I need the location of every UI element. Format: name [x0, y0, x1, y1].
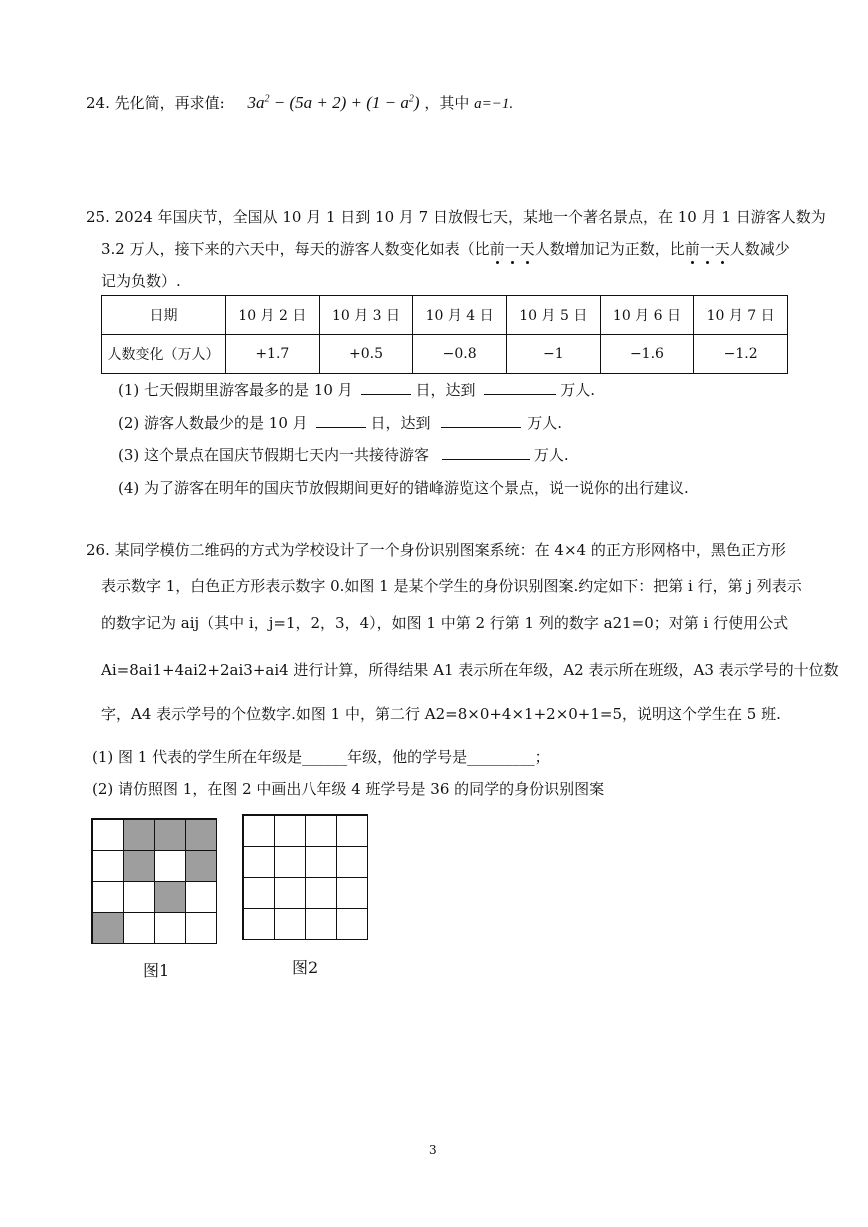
q25-line2-b: 人数增加记为正数，比 — [534, 240, 685, 258]
table-row — [102, 335, 788, 374]
figure2-cell-r1-c4[interactable] — [336, 815, 368, 847]
figure1-cell-r3-c2 — [123, 881, 155, 913]
table-header-cell: 10 月 4 日 — [413, 296, 507, 335]
q26-sub1 — [92, 746, 550, 767]
sub-text: 万人. — [527, 414, 563, 432]
table-header-cell: 10 月 2 日 — [226, 296, 320, 335]
q26-line5: 字，A4 表示学号的个位数字.如图 1 中，第二行 A2=8×0+4×1+2×0+1=5，说明这个学生在 5 班. — [101, 705, 781, 723]
q24-expression: $3a^2 - (5a + 2) + (1 - a^2)$ — [247, 93, 420, 112]
sub-text: 为了游客在明年的国庆节放假期间更好的错峰游览这个景点，说一说你的出行建议. — [144, 479, 689, 497]
figure1-cell-r4-c1 — [92, 912, 124, 944]
table-header-cell: 10 月 7 日 — [694, 296, 788, 335]
sub-text: 图 1 代表的学生所在年级是 — [118, 748, 303, 766]
q26-line3: 的数字记为 aij（其中 i，j=1，2，3，4），如图 1 中第 2 行第 1 列的数字 a21=0；对第 i 行使用公式 — [101, 614, 789, 632]
q26-sub2 — [92, 778, 604, 799]
answer-blank[interactable]: _________ — [467, 748, 535, 766]
q25-sub2 — [118, 412, 562, 433]
table-cell: −0.8 — [413, 335, 507, 374]
sub-text: 万人. — [560, 381, 596, 399]
sub-number: (2) — [118, 414, 140, 432]
q24-number: 24. — [86, 94, 110, 112]
figure2-cell-r4-c4[interactable] — [336, 908, 368, 940]
figure2-cell-r2-c4[interactable] — [336, 846, 368, 878]
q25-sub4 — [118, 477, 689, 498]
answer-blank[interactable]: ______ — [302, 748, 348, 766]
table-cell: +1.7 — [226, 335, 320, 374]
answer-blank[interactable] — [484, 380, 556, 395]
figure1-cell-r3-c4 — [185, 881, 217, 913]
figure2-cell-r2-c3[interactable] — [305, 846, 337, 878]
figure2-cell-r3-c1[interactable] — [243, 877, 275, 909]
table-header-cell: 10 月 5 日 — [506, 296, 600, 335]
sub-number: (4) — [118, 479, 140, 497]
figure1-cell-r1-c4 — [185, 819, 217, 851]
table-header-cell: 10 月 3 日 — [319, 296, 413, 335]
figure1-cell-r3-c3 — [154, 881, 186, 913]
q25-sub1 — [118, 379, 595, 400]
q25-emph-2: 前一天 — [684, 240, 730, 258]
sub-text: ； — [534, 748, 550, 766]
q26-line2: 表示数字 1，白色正方形表示数字 0.如图 1 是某个学生的身份识别图案.约定如下：把第 i 行，第 j 列表示 — [101, 577, 802, 595]
figure2-cell-r4-c2[interactable] — [274, 908, 306, 940]
sub-text: 这个景点在国庆节假期七天内一共接待游客 — [144, 446, 430, 464]
figure1-grid — [91, 818, 217, 944]
figure2-cell-r1-c1[interactable] — [243, 815, 275, 847]
q26-line4: Ai=8ai1+4ai2+2ai3+ai4 进行计算，所得结果 A1 表示所在年级，A2 表示所在班级，A3 表示学号的十位数 — [101, 661, 839, 679]
sub-text: 万人. — [533, 446, 569, 464]
sub-text: 请仿照图 1，在图 2 中画出八年级 4 班学号是 36 的同学的身份识别图案 — [118, 780, 605, 798]
sub-text: 年级，他的学号是 — [347, 748, 468, 766]
q25-line3: 记为负数）. — [101, 272, 181, 290]
table-header-row — [102, 296, 788, 335]
table-header-cell: 日期 — [102, 296, 226, 335]
table-cell: +0.5 — [319, 335, 413, 374]
figure1-cell-r2-c2 — [123, 850, 155, 882]
q25-line2-c: 人数减少 — [729, 240, 790, 258]
table-cell: −1.2 — [694, 335, 788, 374]
figure2-grid[interactable] — [242, 814, 368, 940]
figure2-cell-r3-c2[interactable] — [274, 877, 306, 909]
q25-line1 — [86, 206, 826, 227]
q25-table — [101, 295, 788, 374]
table-row-label: 人数变化（万人） — [102, 335, 226, 374]
figure1-cell-r1-c1 — [92, 819, 124, 851]
q26-line1 — [86, 539, 786, 560]
q25-sub3 — [118, 444, 569, 465]
table-cell: −1.6 — [600, 335, 694, 374]
figure2-cell-r1-c3[interactable] — [305, 815, 337, 847]
sub-number: (1) — [92, 748, 114, 766]
q26-number: 26. — [86, 541, 110, 559]
figure2-cell-r1-c2[interactable] — [274, 815, 306, 847]
figure1-cell-r4-c2 — [123, 912, 155, 944]
q24-text-after: ，其中 — [424, 94, 470, 112]
answer-blank[interactable] — [316, 413, 366, 428]
q26-text: 某同学模仿二维码的方式为学校设计了一个身份识别图案系统：在 4×4 的正方形网格中，黑色正方形 — [114, 541, 786, 559]
page-number: 3 — [429, 1143, 437, 1157]
q25-emph-1: 前一天 — [489, 240, 535, 258]
q25-text-line1: 2024 年国庆节，全国从 10 月 1 日到 10 月 7 日放假七天，某地一个著名景点，在 10 月 1 日游客人数为 — [114, 208, 826, 226]
figure2-cell-r2-c1[interactable] — [243, 846, 275, 878]
figure1-cell-r4-c3 — [154, 912, 186, 944]
figure1-cell-r3-c1 — [92, 881, 124, 913]
figure1-label: 图1 — [143, 961, 170, 980]
q25-line2-a: 3.2 万人，接下来的六天中，每天的游客人数变化如表（比 — [101, 240, 490, 258]
q24-text-before: 先化简，再求值: — [114, 94, 225, 112]
figure1-cell-r1-c3 — [154, 819, 186, 851]
figure2-cell-r3-c3[interactable] — [305, 877, 337, 909]
sub-text: 日，达到 — [415, 381, 476, 399]
q24-condition: a=−1. — [474, 96, 514, 112]
figure2-cell-r4-c1[interactable] — [243, 908, 275, 940]
answer-blank[interactable] — [361, 380, 411, 395]
sub-text: 七天假期里游客最多的是 10 月 — [144, 381, 353, 399]
figure2-cell-r2-c2[interactable] — [274, 846, 306, 878]
answer-blank[interactable] — [442, 445, 530, 460]
sub-number: (2) — [92, 780, 114, 798]
sub-number: (1) — [118, 381, 140, 399]
q24-line — [86, 92, 513, 113]
figure1-cell-r2-c1 — [92, 850, 124, 882]
figure2-cell-r4-c3[interactable] — [305, 908, 337, 940]
figure1-cell-r2-c3 — [154, 850, 186, 882]
sub-text: 游客人数最少的是 10 月 — [144, 414, 308, 432]
figure2-cell-r3-c4[interactable] — [336, 877, 368, 909]
q25-line2 — [101, 238, 790, 259]
figure1-cell-r2-c4 — [185, 850, 217, 882]
figure1-cell-r1-c2 — [123, 819, 155, 851]
figure1-cell-r4-c4 — [185, 912, 217, 944]
sub-text: 日，达到 — [370, 414, 431, 432]
answer-blank[interactable] — [441, 413, 521, 428]
figure2-label: 图2 — [292, 958, 319, 977]
table-cell: −1 — [506, 335, 600, 374]
sub-number: (3) — [118, 446, 140, 464]
q25-number: 25. — [86, 208, 110, 226]
table-header-cell: 10 月 6 日 — [600, 296, 694, 335]
